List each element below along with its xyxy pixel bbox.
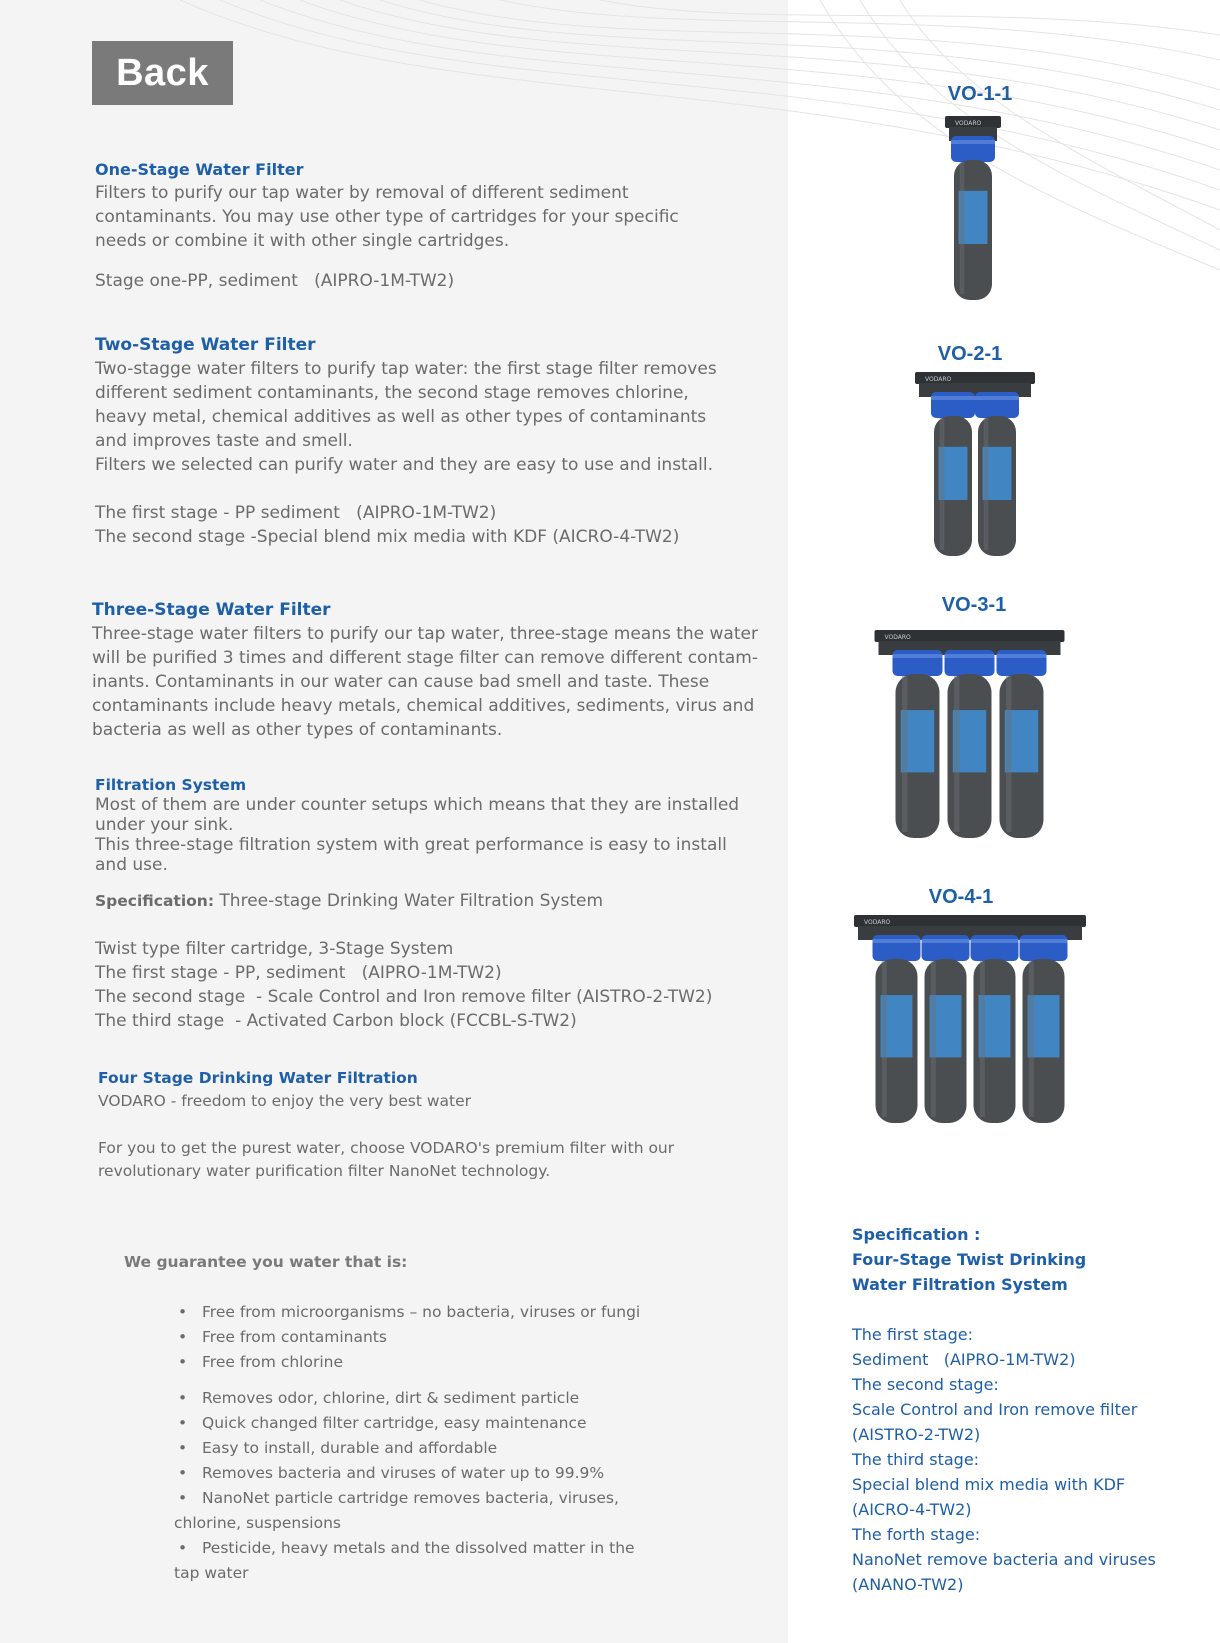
filter-cap [975,392,1019,418]
spec-right-line: NanoNet remove bacteria and viruses [852,1550,1156,1569]
list-item [174,1486,674,1536]
list-item-text: Quick changed filter cartridge, easy maintenance [202,1414,587,1432]
three-stage-section [92,598,792,742]
bullet-icon: • [178,1303,188,1321]
cap-ridge [931,396,975,400]
list-item-text-continued: chlorine, suspensions [174,1514,341,1532]
model-label-vo-1-1: VO-1-1 [947,83,1013,105]
filtration-stage-line: The second stage - Scale Control and Iron remove filter (AISTRO-2-TW2) [95,987,713,1007]
one-stage-body-line: needs or combine it with other single cartridges. [95,231,510,251]
four-stage-specification [852,1222,1192,1597]
model-label-vo-3-1: VO-3-1 [941,594,1007,616]
cap-ridge [1020,939,1068,943]
filter-cap [971,935,1019,961]
spec-right-heading: Specification : [852,1225,981,1244]
three-stage-body-line: contaminants include heavy metals, chemical additives, sediments, virus and [92,696,755,716]
cap-ridge [893,654,943,658]
housing-highlight [954,676,959,832]
two-stage-body-line: different sediment contaminants, the second stage removes chlorine, [95,383,689,403]
filter-image-vo-4-1 [850,915,1090,1135]
filtration-body-line: Most of them are under counter setups which means that they are installed [95,795,740,815]
two-stage-body-line: heavy metal, chemical additives as well as other types of contaminants [95,407,707,427]
two-stage-body-line: Two-staggе water filters to purify tap water: the first stage filter removes [95,359,717,379]
list-item-text: Removes bacteria and viruses of water up to 99.9% [202,1464,605,1482]
two-stage-first: The first stage - PP sediment (AIPRO-1M-TW2) [95,503,497,523]
list-item-text: Free from microorganisms – no bacteria, viruses or fungi [202,1303,641,1321]
model-label-vo-2-1: VO-2-1 [937,343,1003,365]
cap-ridge [971,939,1019,943]
spec-right-line: (AISTRO-2-TW2) [852,1425,981,1444]
spec-right-line: Scale Control and Iron remove filter [852,1400,1138,1419]
list-item [174,1411,674,1436]
filtration-stage-line: The third stage - Activated Carbon block (FCCBL-S-TW2) [95,1011,577,1031]
one-stage-heading: One-Stage Water Filter [95,160,304,179]
filter-cap [945,650,995,676]
one-stage-section [95,159,755,293]
spec-right-line: Sediment (AIPRO-1M-TW2) [852,1350,1076,1369]
list-item-text: Pesticide, heavy metals and the dissolved matter in the [202,1539,635,1557]
bullet-icon: • [178,1414,188,1432]
spec-line [95,889,795,913]
filter-cap [997,650,1047,676]
cap-ridge [945,654,995,658]
two-stage-section [95,333,775,549]
four-stage-body-line: For you to get the purest water, choose VODARO's premium filter with our [98,1139,675,1157]
cap-ridge [873,939,921,943]
guarantee-group-1 [174,1300,674,1375]
list-item-text: Easy to install, durable and affordable [202,1439,498,1457]
spec-right-line: The first stage: [852,1325,973,1344]
housing-highlight [931,961,936,1117]
filter-cap [931,392,975,418]
housing-highlight [882,961,887,1117]
three-stage-body-line: inants. Contaminants in our water can cause bad smell and taste. These [92,672,710,692]
filter-cap [951,136,995,162]
bullet-icon: • [178,1439,188,1457]
list-item [174,1300,674,1325]
list-item-text: Removes odor, chlorine, dirt & sediment particle [202,1389,580,1407]
housing-highlight [960,162,965,294]
brand-logo: VODARO [884,634,911,641]
list-item [174,1386,674,1411]
spec-right-line: Special blend mix media with KDF [852,1475,1126,1494]
spec-right-heading: Water Filtration System [852,1275,1068,1294]
three-stage-body-line: will be purified 3 times and different stage filter can remove different contam- [92,648,758,668]
bullet-icon: • [178,1389,188,1407]
spec-right-line: The second stage: [852,1375,999,1394]
brand-logo: VODARO [955,120,982,127]
filtration-body-line: and use. [95,855,168,875]
filter-image-vo-2-1 [910,372,1040,568]
spec-right-line: The forth stage: [852,1525,981,1544]
filtration-body-line: This three-stage filtration system with great performance is easy to install [95,835,727,855]
cap-ridge [922,939,970,943]
guarantee-list [174,1300,674,1586]
filter-cap [1020,935,1068,961]
guarantee-group-2 [174,1386,674,1586]
list-item [174,1536,674,1586]
filter-cap [893,650,943,676]
four-stage-body-line: revolutionary water purification filter NanoNet technology. [98,1162,551,1180]
cap-ridge [975,396,1019,400]
three-stage-heading: Three-Stage Water Filter [92,600,331,620]
list-item-text: Free from contaminants [202,1328,387,1346]
three-stage-body-line: Three-stage water filters to purify our tap water, three-stage means the water [92,624,758,644]
bullet-icon: • [178,1464,188,1482]
filtration-heading: Filtration System [95,776,247,794]
spec-right-line: (AICRO-4-TW2) [852,1500,972,1519]
housing-highlight [902,676,907,832]
filtration-section [95,775,795,1033]
four-stage-section [98,1067,778,1183]
list-item [174,1325,674,1350]
bullet-icon: • [178,1539,188,1557]
housing-highlight [980,961,985,1117]
list-item-text: Free from chlorine [202,1353,343,1371]
four-stage-tagline: VODARO - freedom to enjoy the very best water [98,1092,472,1110]
housing-highlight [1029,961,1034,1117]
one-stage-body-line: contaminants. You may use other type of cartridges for your specific [95,207,679,227]
model-label-vo-4-1: VO-4-1 [928,886,994,908]
list-item [174,1461,674,1486]
spec-right-heading: Four-Stage Twist Drinking [852,1250,1087,1269]
filtration-body-line: under your sink. [95,815,234,835]
list-item [174,1350,674,1375]
list-item-text-continued: tap water [174,1564,249,1582]
housing-highlight [1006,676,1011,832]
spec-label: Specification: [95,892,215,910]
four-stage-heading: Four Stage Drinking Water Filtration [98,1069,418,1087]
brand-logo: VODARO [925,376,952,383]
spec-right-line: (ANANO-TW2) [852,1575,964,1594]
filter-image-vo-1-1 [928,116,1018,316]
filtration-stage-line: The first stage - PP, sediment (AIPRO-1M-TW2) [95,963,502,983]
spec-right-line: The third stage: [852,1450,980,1469]
two-stage-second: The second stage -Special blend mix media with KDF (AICRO-4-TW2) [95,527,680,547]
filter-image-vo-3-1 [872,630,1067,850]
guarantee-heading: We guarantee you water that is: [124,1253,408,1271]
housing-highlight [984,418,989,550]
housing-highlight [940,418,945,550]
one-stage-body-line: Filters to purify our tap water by removal of different sediment [95,183,629,203]
filter-cap [922,935,970,961]
one-stage-cartridge: Stage one-PP, sediment (AIPRO-1M-TW2) [95,271,455,291]
three-stage-body-line: bacteria as well as other types of contaminants. [92,720,503,740]
two-stage-heading: Two-Stage Water Filter [95,335,316,355]
cap-ridge [951,140,995,144]
bullet-icon: • [178,1328,188,1346]
bullet-icon: • [178,1489,188,1507]
cap-ridge [997,654,1047,658]
filter-cap [873,935,921,961]
brand-logo: VODARO [864,919,891,926]
two-stage-body-line: and improves taste and smell. [95,431,353,451]
two-stage-body-line: Filters we selected can purify water and they are easy to use and install. [95,455,713,475]
back-button[interactable]: Back [92,41,233,105]
guarantee-heading-wrap [124,1253,664,1271]
list-item [174,1436,674,1461]
list-item-text: NanoNet particle cartridge removes bacteria, viruses, [202,1489,619,1507]
spec-value: Three-stage Drinking Water Filtration System [214,891,604,911]
filtration-stage-line: Twist type filter cartridge, 3-Stage System [95,939,454,959]
bullet-icon: • [178,1353,188,1371]
